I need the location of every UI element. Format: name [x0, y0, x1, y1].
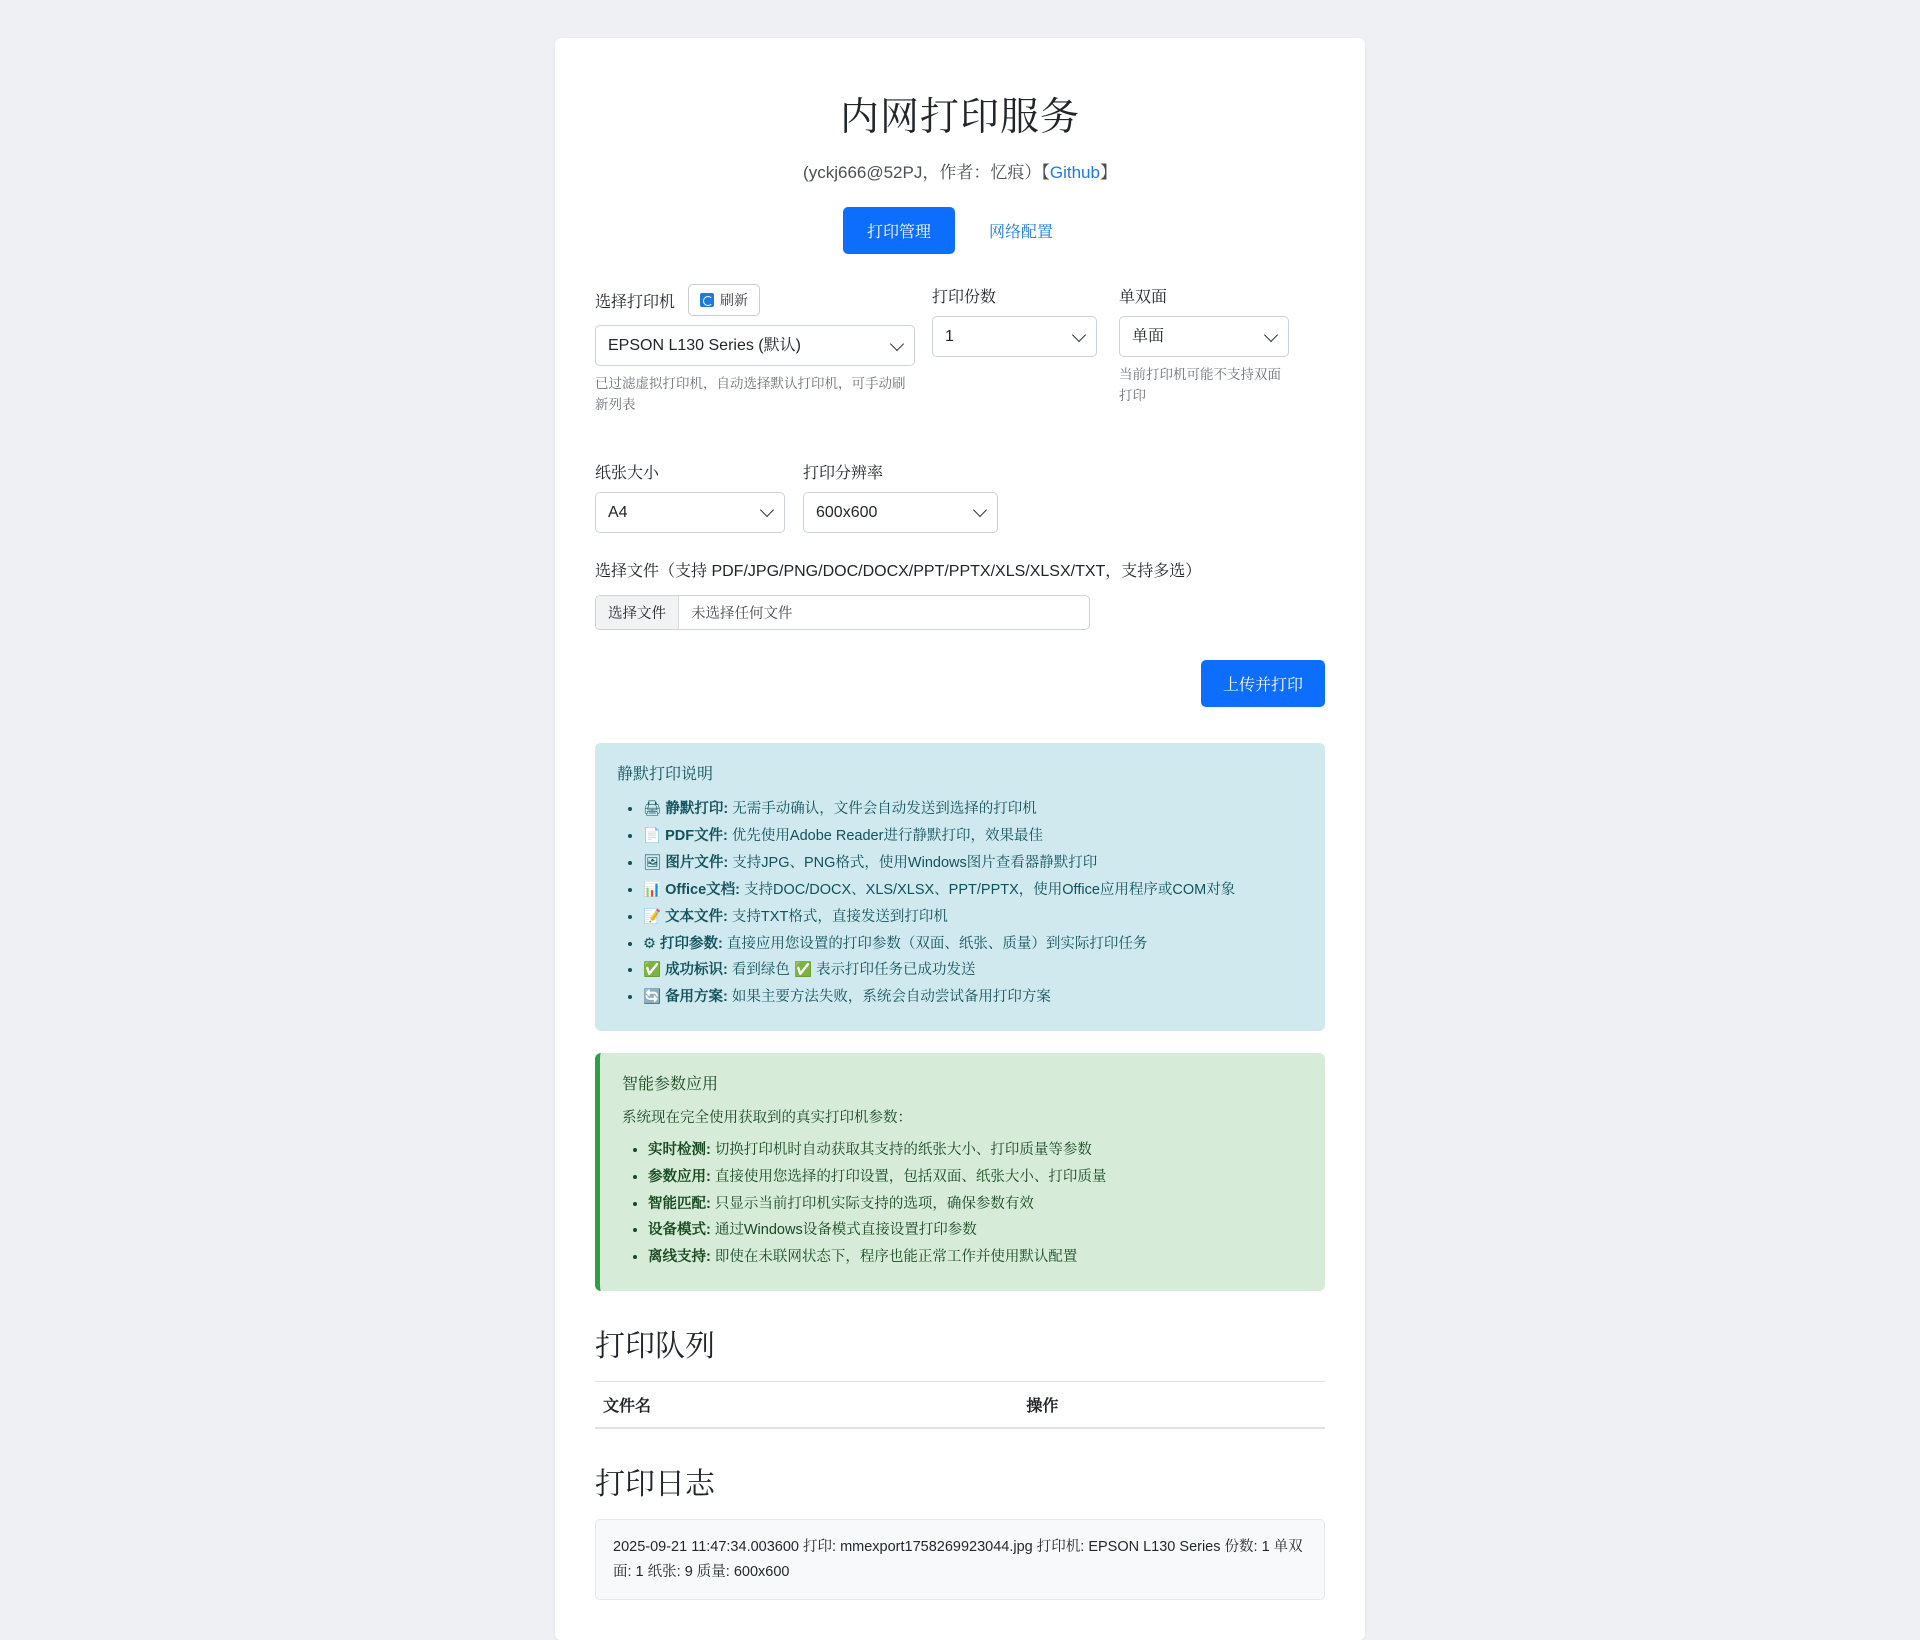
item-bold: 成功标识: [665, 962, 728, 979]
column-header-actions: 操作 [1018, 1382, 1325, 1429]
list-item [643, 823, 1303, 850]
column-header-filename: 文件名 [595, 1382, 1018, 1429]
printer-label-row [595, 284, 915, 316]
refresh-printers-button[interactable] [688, 284, 760, 316]
item-text: 支持TXT格式，直接发送到打印机 [727, 908, 948, 925]
print-queue-table [595, 1381, 1325, 1429]
printer-settings-row [595, 284, 1325, 442]
duplex-label: 单双面 [1119, 289, 1168, 306]
print-queue-title: 打印队列 [595, 1330, 715, 1363]
item-bold: 打印参数: [660, 935, 723, 952]
upload-and-print-button[interactable]: 上传并打印 [1201, 660, 1325, 707]
list-item [643, 957, 1303, 984]
file-input[interactable] [595, 595, 1090, 630]
item-bold: 参数应用: [648, 1168, 711, 1185]
item-bold: 图片文件: [665, 855, 729, 872]
list-item [643, 904, 1303, 931]
item-bold: 离线支持: [648, 1249, 711, 1266]
page-title: 内网打印服务 [839, 96, 1080, 139]
resolution-select-wrap [803, 492, 998, 533]
item-bold: 文本文件: [665, 908, 728, 925]
silent-print-title: 静默打印说明 [617, 766, 714, 784]
item-text: 无需手动确认，文件会自动发送到选择的打印机 [728, 801, 1037, 818]
resolution-select[interactable] [803, 492, 998, 533]
copies-select[interactable] [932, 316, 1097, 357]
document-icon: 📄 [643, 828, 662, 845]
file-label: 选择文件（支持 PDF/JPG/PNG/DOC/DOCX/PPT/PPTX/XLS/XLSX/TXT，支持多选） [595, 562, 1202, 580]
item-text: 支持JPG、PNG格式，使用Windows图片查看器静默打印 [728, 855, 1098, 872]
check-mark-icon: ✅ [643, 962, 662, 979]
item-text: 通过Windows设备模式直接设置打印参数 [710, 1222, 977, 1239]
item-text: 直接使用您选择的打印设置，包括双面、纸张大小、打印质量 [710, 1168, 1107, 1185]
list-item [643, 850, 1303, 877]
refresh-label: 刷新 [720, 292, 749, 308]
list-item [643, 877, 1303, 904]
selected-file-name: 未选择任何文件 [691, 606, 793, 623]
copies-field [932, 284, 1097, 416]
refresh-cycle-icon: 🔄 [643, 989, 662, 1006]
printer-select[interactable] [595, 325, 915, 366]
duplex-select[interactable] [1119, 316, 1289, 357]
tab-bar [595, 207, 1325, 254]
item-text: 直接应用您设置的打印参数（双面、纸张、质量）到实际打印任务 [722, 935, 1148, 952]
tab-print-management[interactable]: 打印管理 [843, 207, 955, 254]
file-field [595, 559, 1325, 631]
image-icon: 🖼 [643, 855, 662, 872]
refresh-icon [700, 293, 714, 307]
item-text: 看到绿色 ✅ 表示打印任务已成功发送 [727, 962, 976, 979]
item-bold: 设备模式: [648, 1222, 711, 1239]
duplex-select-wrap [1119, 316, 1289, 357]
resolution-field [803, 460, 998, 533]
subtitle-suffix: 】 [1099, 163, 1117, 182]
paper-field [595, 460, 785, 533]
list-item [643, 796, 1303, 823]
chart-icon: 📊 [643, 881, 662, 898]
page-subtitle [595, 158, 1325, 183]
list-item [648, 1137, 1303, 1164]
copies-select-wrap [932, 316, 1097, 357]
item-text: 只显示当前打印机实际支持的选项，确保参数有效 [710, 1195, 1034, 1212]
list-item [648, 1244, 1303, 1271]
item-bold: 智能匹配: [648, 1195, 711, 1212]
paper-size-select[interactable] [595, 492, 785, 533]
table-header-row [595, 1382, 1325, 1429]
item-bold: 实时检测: [648, 1141, 711, 1158]
smart-params-lead: 系统现在完全使用获取到的真实打印机参数： [622, 1109, 912, 1126]
item-text: 如果主要方法失败，系统会自动尝试备用打印方案 [727, 989, 1051, 1006]
memo-icon: 📝 [643, 908, 662, 925]
list-item [643, 931, 1303, 958]
item-bold: Office文档: [665, 881, 740, 898]
list-item [648, 1191, 1303, 1218]
item-bold: 静默打印: [665, 801, 729, 818]
item-text: 优先使用Adobe Reader进行静默打印，效果最佳 [727, 828, 1043, 845]
smart-params-list [622, 1137, 1303, 1271]
paper-select-wrap [595, 492, 785, 533]
silent-print-list [617, 796, 1303, 1011]
item-bold: PDF文件: [665, 828, 728, 845]
list-item [648, 1217, 1303, 1244]
smart-params-panel [595, 1053, 1325, 1291]
printer-select-wrap [595, 325, 915, 366]
duplex-field [1119, 284, 1289, 416]
paper-label: 纸张大小 [595, 464, 660, 482]
printer-field [595, 284, 915, 416]
item-text: 支持DOC/DOCX、XLS/XLSX、PPT/PPTX，使用Office应用程序或COM对象 [739, 881, 1236, 898]
resolution-label: 打印分辨率 [803, 464, 884, 482]
printer-icon: 🖨 [643, 801, 662, 818]
paper-settings-row [595, 460, 1325, 559]
item-text: 即使在未联网状态下，程序也能正常工作并使用默认配置 [710, 1249, 1078, 1266]
printer-label: 选择打印机 [595, 293, 676, 311]
print-log-title: 打印日志 [595, 1468, 715, 1501]
tab-network-config[interactable]: 网络配置 [989, 224, 1054, 241]
item-bold: 备用方案: [665, 989, 728, 1006]
github-link[interactable]: Github [1049, 163, 1100, 182]
silent-print-panel [595, 743, 1325, 1031]
main-card [555, 38, 1365, 1640]
printer-hint: 已过滤虚拟打印机，自动选择默认打印机，可手动刷新列表 [595, 376, 906, 412]
print-log-entry: 2025-09-21 11:47:34.003600 打印: mmexport1758269923044.jpg 打印机: EPSON L130 Series 份数: 1 单双面: 1 纸张: 9 质量: 600x600 [595, 1519, 1325, 1600]
subtitle-prefix: (yckj666@52PJ，作者：忆痕）【 [803, 163, 1050, 182]
item-text: 切换打印机时自动获取其支持的纸张大小、打印质量等参数 [710, 1141, 1092, 1158]
gear-icon: ⚙ [643, 935, 656, 952]
list-item [648, 1164, 1303, 1191]
choose-file-button[interactable]: 选择文件 [596, 596, 679, 629]
submit-row [595, 660, 1325, 707]
copies-label: 打印份数 [932, 289, 997, 306]
duplex-hint: 当前打印机可能不支持双面打印 [1119, 367, 1281, 403]
list-item [643, 984, 1303, 1011]
smart-params-title: 智能参数应用 [622, 1075, 719, 1093]
